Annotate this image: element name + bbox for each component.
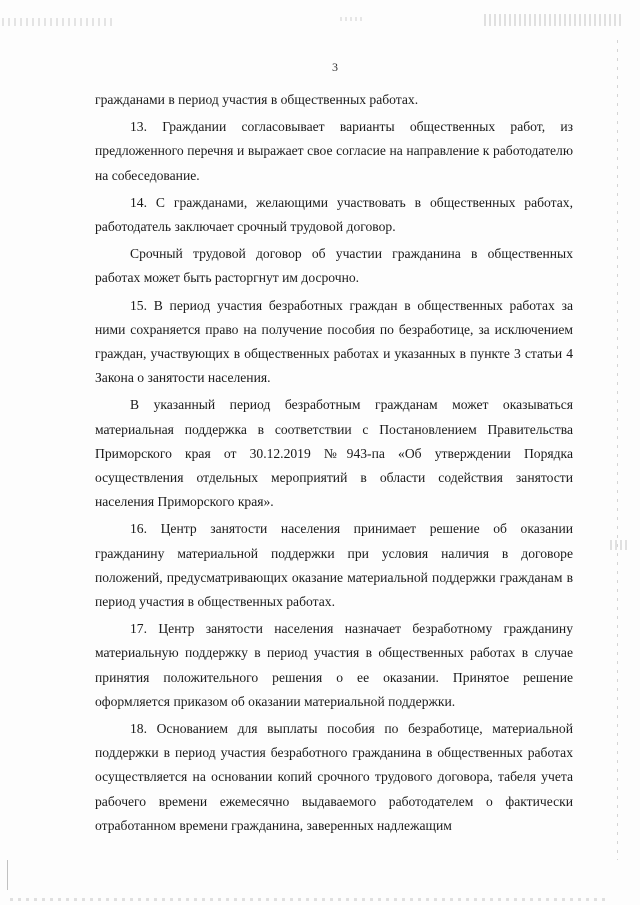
scan-artifact — [617, 40, 618, 860]
page-number: 3 — [332, 60, 338, 74]
scan-artifact — [2, 18, 112, 26]
scan-artifact — [10, 898, 610, 901]
scan-artifact — [610, 540, 630, 550]
scan-artifact — [484, 14, 624, 26]
paragraph-fixed-term-contract: Срочный трудовой договор об участии гражданина в общественных работах может быть расторгнут им досрочно. — [95, 246, 573, 286]
paragraph-17: 17. Центр занятости населения назначает безработному гражданину материальную поддержку в период участия в общественных работах в случае принятия положительного решения о ее оказании. Принятое решение оформляется приказом об оказании материальной поддержки. — [95, 621, 573, 709]
paragraph-18: 18. Основанием для выплаты пособия по безработице, материальной поддержки в период участия безработного гражданина в общественных работах осуществляется на основании копий срочного трудового договора, табеля учета рабочего времени ежемесячно выдаваемого работодателем о фактически отработанном времени гражданина, заверенных надлежащим — [95, 721, 573, 833]
paragraph-14: 14. С гражданами, желающими участвовать в общественных работах, работодатель заключает срочный трудовой договор. — [95, 194, 573, 235]
paragraph-material-support: В указанный период безработным гражданам может оказываться материальная поддержка в соответствии с Постановлением Правительства Приморского края от 30.12.2019 №943-па «Об утверждении Порядка осуществления отдельных мероприятий в области содействия занятости населения Приморского края». — [95, 397, 573, 510]
paragraph-15: 15. В период участия безработных граждан в общественных работах за ними сохраняется право на получение пособия по безработице, за исключением граждан, участвующих в общественных работах и указанных в пункте 3 статьи 4 Закона о занятости населения. — [95, 297, 573, 386]
scan-artifact — [7, 860, 8, 890]
paragraph-continuation: гражданами в период участия в общественных работах. — [95, 92, 419, 107]
scan-artifact — [340, 17, 364, 21]
document-body — [95, 88, 573, 838]
paragraph-16: 16. Центр занятости населения принимает решение об оказании гражданину материальной поддержки при условия наличия в договоре положений, предусматривающих оказание материальной поддержки гражданам в период участия в общественных работах. — [95, 521, 573, 610]
paragraph-13: 13. Граждании согласовывает варианты общественных работ, из предложенного перечня и выражает свое согласие на направление к работодателю на собеседование. — [95, 119, 573, 183]
